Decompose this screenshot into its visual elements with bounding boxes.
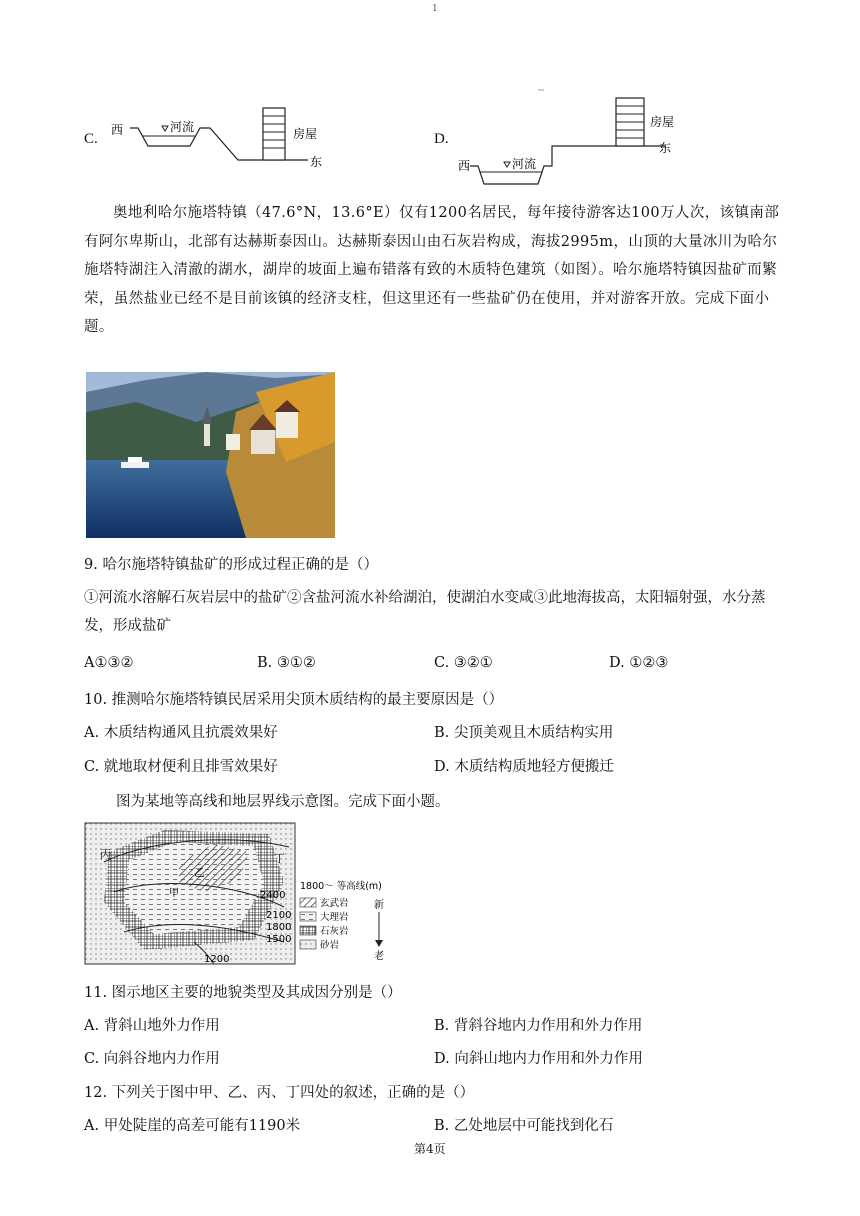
map-label-ding: 丁 — [274, 852, 285, 865]
diagram-d-river: 河流 — [512, 157, 537, 171]
diagram-c-west: 西 — [111, 123, 124, 137]
q9-stem: 9. 哈尔施塔特镇盐矿的形成过程正确的是（） — [84, 557, 378, 573]
contour-label-1200: 1200 — [204, 954, 230, 965]
passage-hallstatt: 奥地利哈尔施塔特镇（47.6°N，13.6°E）仅有1200名居民，每年接待游客达100万人次，该镇南部有阿尔卑斯山，北部有达赫斯泰因山。达赫斯泰因山由石灰岩构成，海拔2995m，山顶的大量冰川为哈尔施塔特湖注入清澈的湖水，湖岸的坡面上遍布错落有致的木质特色建筑（如图）。哈尔施塔特镇因盐矿而繁荣，虽然盐业已经不是目前该镇的经济支柱，但这里还有一些盐矿仍在使用，并对游客开放。完成下面小题。 — [84, 205, 780, 335]
q11-option-b[interactable]: B. 背斜谷地内力作用和外力作用 — [434, 1018, 643, 1034]
legend-contour: 1800～ 等高线(m) — [300, 881, 382, 892]
water-level-icon — [504, 162, 510, 167]
diagram-d-ground — [470, 146, 666, 184]
diagram-c-house — [263, 108, 285, 160]
q10-option-d[interactable]: D. 木质结构质地轻方便搬迁 — [434, 759, 614, 775]
legend-marble: 大理岩 — [320, 912, 349, 923]
diagram-d-house-label: 房屋 — [650, 115, 675, 129]
map-label-bing: 丙 — [100, 848, 111, 861]
q10-option-c[interactable]: C. 就地取材便利且排雪效果好 — [84, 759, 278, 775]
q12-option-a[interactable]: A. 甲处陡崖的高差可能有1190米 — [84, 1118, 301, 1134]
contour-label-1500: 1500 — [266, 934, 292, 945]
diagram-d-house — [616, 98, 644, 146]
arrow-down-icon — [375, 940, 383, 947]
q11-option-d[interactable]: D. 向斜山地内力作用和外力作用 — [434, 1051, 643, 1067]
map-label-jia: 甲 — [169, 888, 179, 899]
q9-option-d[interactable]: D. ①②③ — [609, 655, 669, 671]
legend-old: 老 — [374, 951, 384, 962]
q9-option-b[interactable]: B. ③①② — [257, 655, 316, 671]
q9-option-c[interactable]: C. ③②① — [434, 655, 493, 671]
diagram-c-east: 东 — [310, 155, 323, 169]
q11-option-a[interactable]: A. 背斜山地外力作用 — [84, 1018, 220, 1034]
contour-geology-map — [84, 822, 404, 967]
legend-limestone: 石灰岩 — [320, 926, 349, 937]
contour-label-1800: 1800 — [266, 922, 292, 933]
q12-stem: 12. 下列关于图中甲、乙、丙、丁四处的叙述，正确的是（） — [84, 1085, 475, 1101]
contour-label-2100: 2100 — [266, 910, 292, 921]
q11-option-c[interactable]: C. 向斜谷地内力作用 — [84, 1051, 220, 1067]
q9-statement: ①河流水溶解石灰岩层中的盐矿②含盐河流水补给湖泊，使湖泊水变咸③此地海拔高，太阳辐射强，水分蒸发，形成盐矿 — [84, 590, 766, 634]
contour-label-2400: 2400 — [260, 890, 286, 901]
passage-map-intro: 图为某地等高线和地层界线示意图。完成下面小题。 — [116, 794, 450, 810]
q10-option-b[interactable]: B. 尖顶美观且木质结构实用 — [434, 725, 614, 741]
legend-new: 新 — [374, 900, 384, 911]
legend-basalt: 玄武岩 — [320, 898, 349, 909]
q9-option-a[interactable]: A①③② — [84, 655, 134, 671]
legend-sandstone: 砂岩 — [320, 940, 340, 951]
diagram-d — [454, 88, 684, 188]
diagram-c-house-label: 房屋 — [293, 127, 318, 141]
diagram-c-river: 河流 — [170, 120, 195, 134]
q10-option-a[interactable]: A. 木质结构通风且抗震效果好 — [84, 725, 278, 741]
option-d-label: D. — [434, 131, 449, 147]
header-mark: 1 — [432, 4, 438, 14]
q10-stem: 10. 推测哈尔施塔特镇民居采用尖顶木质结构的最主要原因是（） — [84, 692, 504, 708]
hallstatt-photo — [86, 372, 335, 538]
map-label-yi: 乙 — [194, 866, 205, 879]
diagram-c — [108, 100, 338, 175]
water-level-icon — [162, 126, 168, 131]
q11-stem: 11. 图示地区主要的地貌类型及其成因分别是（） — [84, 985, 402, 1001]
q12-option-b[interactable]: B. 乙处地层中可能找到化石 — [434, 1118, 614, 1134]
option-c-label: C. — [84, 131, 98, 147]
page-number: 第4页 — [414, 1142, 446, 1156]
diagram-d-east: 东 — [659, 141, 672, 155]
diagram-d-west: 西 — [458, 159, 471, 173]
